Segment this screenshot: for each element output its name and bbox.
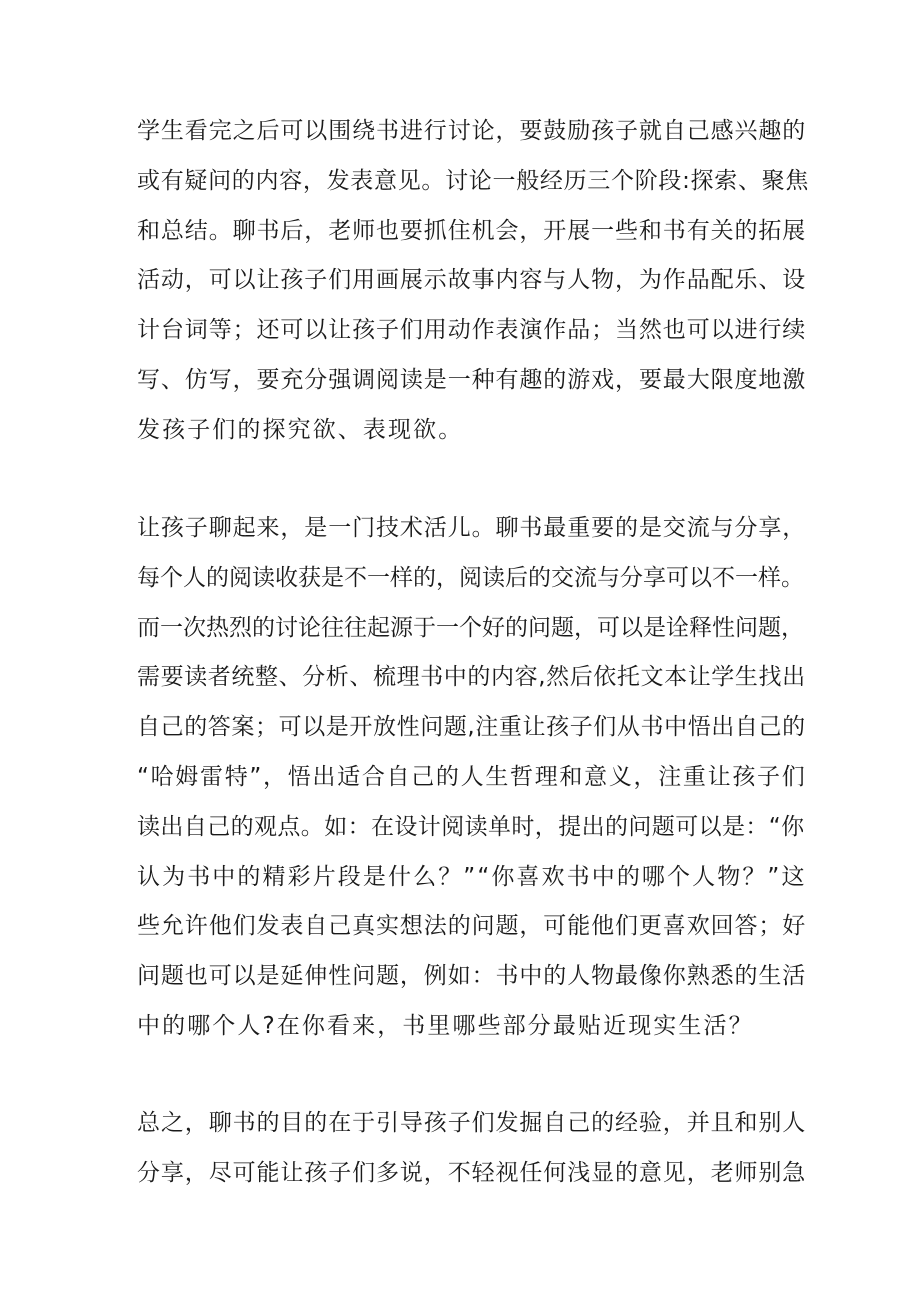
text-line: 发孩子们的探究欲、表现欲。 bbox=[137, 417, 464, 443]
text-line: 写、仿写，要充分强调阅读是一种有趣的游戏，要最大限度地激 bbox=[137, 367, 807, 393]
text-line: 而一次热烈的讨论往往起源于一个好的问题，可以是诠释性问题， bbox=[137, 615, 804, 641]
text-line: 让孩子聊起来，是一门技术活儿。聊书最重要的是交流与分享， bbox=[137, 515, 807, 541]
text-line: 或有疑问的内容，发表意见。讨论一般经历三个阶段:探索、聚焦 bbox=[137, 168, 810, 194]
text-line: 总之，聊书的目的在于引导孩子们发掘自己的经验，并且和别人 bbox=[137, 1110, 807, 1136]
text-line: 分享，尽可能让孩子们多说，不轻视任何浅显的意见，老师别急 bbox=[137, 1160, 807, 1186]
text-line: 需要读者统整、分析、梳理书中的内容,然后依托文本让学生找出 bbox=[137, 664, 806, 690]
text-line: 认为书中的精彩片段是什么？”“你喜欢书中的哪个人物？”这 bbox=[137, 864, 807, 890]
text-line: 活动，可以让孩子们用画展示故事内容与人物，为作品配乐、设 bbox=[137, 267, 807, 293]
text-line: “哈姆雷特”，悟出适合自己的人生哲理和意义，注重让孩子们 bbox=[137, 764, 807, 790]
text-line: 学生看完之后可以围绕书进行讨论，要鼓励孩子就自己感兴趣的 bbox=[137, 118, 807, 144]
text-line: 和总结。聊书后，老师也要抓住机会，开展一些和书有关的拓展 bbox=[137, 218, 807, 244]
text-line: 些允许他们发表自己真实想法的问题，可能他们更喜欢回答；好 bbox=[137, 913, 807, 939]
text-line: 问题也可以是延伸性问题，例如：书中的人物最像你熟悉的生活 bbox=[137, 963, 807, 989]
text-line: 每个人的阅读收获是不一样的，阅读后的交流与分享可以不一样。 bbox=[137, 565, 804, 591]
text-line: 中的哪个人?在你看来，书里哪些部分最贴近现实生活？ bbox=[137, 1013, 754, 1039]
text-line: 读出自己的观点。如：在设计阅读单时，提出的问题可以是：“你 bbox=[137, 814, 805, 840]
text-line: 计台词等；还可以让孩子们用动作表演作品；当然也可以进行续 bbox=[137, 317, 807, 343]
text-line: 自己的答案；可以是开放性问题,注重让孩子们从书中悟出自己的 bbox=[137, 714, 806, 740]
